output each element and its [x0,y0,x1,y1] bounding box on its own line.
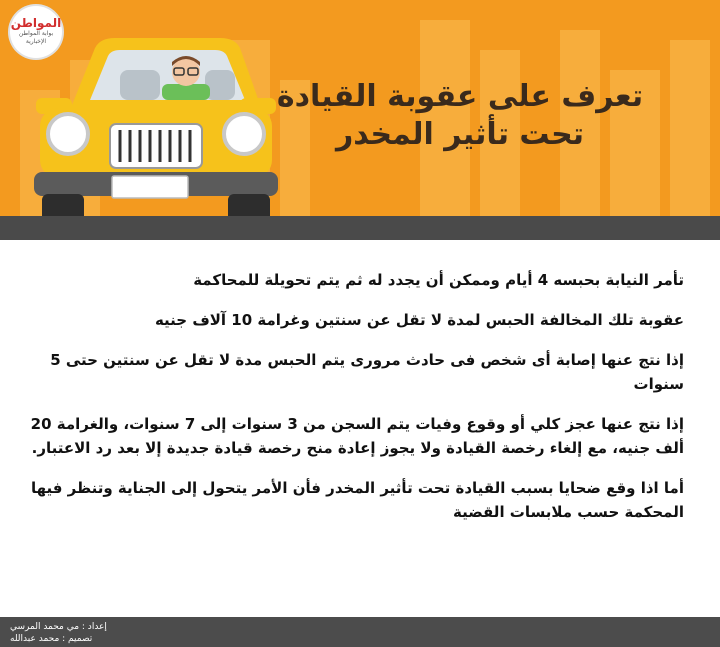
logo-name: المواطن [10,16,62,30]
footer [0,617,720,647]
logo-tagline: بوابة المواطن الإخبارية [18,30,54,45]
road [0,216,720,240]
logo [10,6,62,58]
page-title [270,78,650,154]
content [20,268,684,540]
prepared-by: إعداد : مي محمد المرسي [10,622,107,632]
paragraph-2: عقوبة تلك المخالفة الحبس لمدة لا تقل عن سنتين وغرامة 10 آلاف جنيه [154,311,684,329]
paragraph-1: تأمر النيابة بحبسه 4 أيام وممكن أن يجدد له ثم يتم تحويلة للمحاكمة [193,271,684,289]
title-line-1: تعرف على عقوبة القيادة [276,79,644,114]
title-line-2: تحت تأثير المخدر [335,117,585,152]
designed-by: تصميم : محمد عبدالله [10,634,93,644]
hero-banner [0,0,720,240]
paragraph-3: إذا نتج عنها إصابة أى شخص فى حادث مرورى يتم الحبس مدة لا تقل عن سنتين حتى 5 سنوات [50,351,684,393]
paragraph-4: إذا نتج عنها عجز كلي أو وقوع وفيات يتم السجن من 3 سنوات إلى 7 سنوات، والغرامة 20 ألف جنيه، مع إلغاء رخصة القيادة ولا يجوز إعادة منح رخصة قيادة جديدة إلا بعد رد الاعتبار. [30,415,684,457]
paragraph-5: أما اذا وقع ضحايا بسبب القيادة تحت تأثير المخدر فأن الأمر يتحول إلى الجناية وتنظر فيها المحكمة حسب ملابسات القضية [30,479,684,521]
